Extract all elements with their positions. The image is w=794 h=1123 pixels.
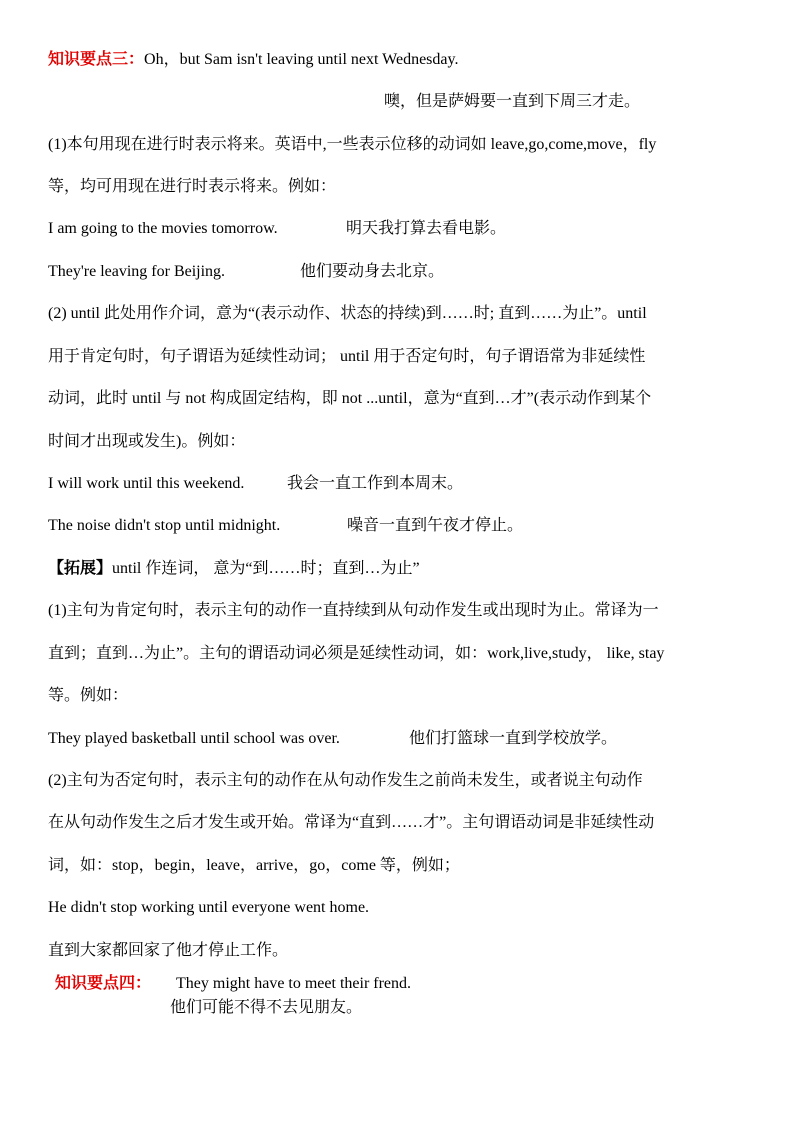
extension-label: 【拓展】 bbox=[48, 560, 113, 577]
example-2-chinese: 他们要动身去北京。 bbox=[300, 263, 445, 280]
example-1-english: I am going to the movies tomorrow. bbox=[48, 220, 278, 237]
paragraph-2-line-4: 时间才出现或发生)。例如： bbox=[48, 433, 246, 450]
section4-sentence: They might have to meet their frend. bbox=[176, 975, 412, 992]
paragraph-1-line-1: (1)本句用现在进行时表示将来。英语中,一些表示位移的动词如 leave,go,come,move，fly bbox=[48, 136, 657, 153]
paragraph-4-line-3: 词，如：stop，begin，leave，arrive，go，come 等，例如； bbox=[48, 857, 460, 874]
paragraph-3-line-2: 直到；直到…为止”。主句的谓语动词必须是延续性动词，如：work,live,study， like, stay bbox=[48, 645, 665, 662]
paragraph-1-line-2: 等，均可用现在进行时表示将来。例如： bbox=[48, 178, 337, 195]
example-1 bbox=[48, 218, 278, 240]
example-1-chinese: 明天我打算去看电影。 bbox=[346, 220, 507, 237]
example-5-chinese: 他们打篮球一直到学校放学。 bbox=[409, 730, 618, 747]
section4-heading: 知识要点四： bbox=[55, 975, 152, 992]
section3-heading: 知识要点三： bbox=[48, 51, 145, 68]
section4-translation: 他们可能不得不去见朋友。 bbox=[170, 999, 363, 1016]
section3-sentence: Oh，but Sam isn't leaving until next Wednesday. bbox=[144, 51, 459, 68]
paragraph-2-line-3: 动词，此时 until 与 not 构成固定结构，即 not ...until，意为“直到…才”(表示动作到某个 bbox=[48, 390, 652, 407]
example-4-chinese: 噪音一直到午夜才停止。 bbox=[347, 517, 524, 534]
example-2-english: They're leaving for Beijing. bbox=[48, 263, 226, 280]
paragraph-2-line-2: 用于肯定句时，句子谓语为延续性动词； until 用于否定句时，句子谓语常为非延续性 bbox=[48, 348, 646, 365]
example-4-english: The noise didn't stop until midnight. bbox=[48, 517, 281, 534]
example-2 bbox=[48, 261, 225, 283]
paragraph-3-line-3: 等。例如： bbox=[48, 687, 129, 704]
example-3-english: I will work until this weekend. bbox=[48, 475, 245, 492]
paragraph-4-line-1: (2)主句为否定句时，表示主句的动作在从句动作发生之前尚未发生，或者说主句动作 bbox=[48, 772, 643, 789]
extension-line bbox=[48, 558, 420, 580]
example-6-chinese: 直到大家都回家了他才停止工作。 bbox=[48, 942, 289, 959]
example-5-english: They played basketball until school was over. bbox=[48, 730, 340, 747]
section3-translation: 噢，但是萨姆要一直到下周三才走。 bbox=[384, 93, 641, 110]
paragraph-2-line-1: (2) until 此处用作介词，意为“(表示动作、状态的持续)到……时; 直到……为止”。until bbox=[48, 305, 647, 322]
example-3-chinese: 我会一直工作到本周末。 bbox=[287, 475, 464, 492]
example-6-english: He didn't stop working until everyone went home. bbox=[48, 899, 370, 916]
section3-title bbox=[48, 49, 458, 71]
paragraph-3-line-1: (1)主句为肯定句时，表示主句的动作一直持续到从句动作发生或出现时为止。常译为一 bbox=[48, 602, 659, 619]
paragraph-4-line-2: 在从句动作发生之后才发生或开始。常译为“直到……才”。主句谓语动词是非延续性动 bbox=[48, 814, 655, 831]
extension-text: until 作连词， 意为“到……时；直到…为止” bbox=[112, 560, 420, 577]
